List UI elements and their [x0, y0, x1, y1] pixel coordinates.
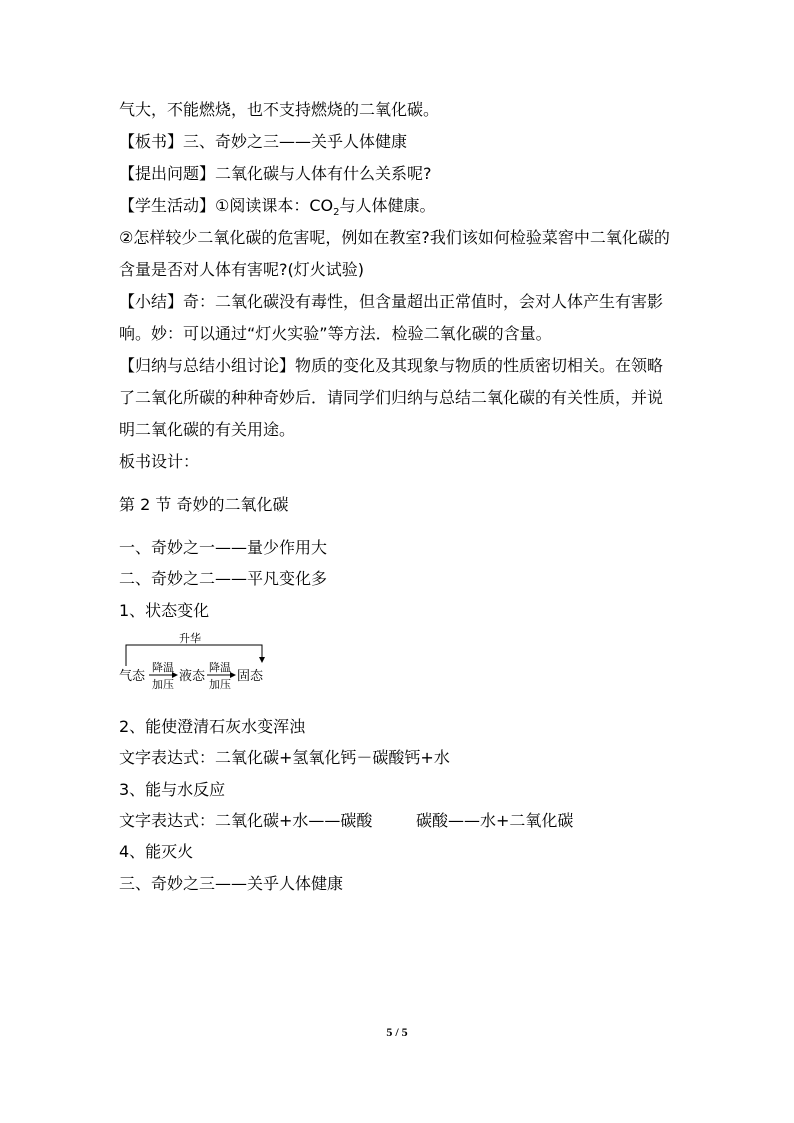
text-line: 了二氧化所碳的种种奇妙后．请同学们归纳与总结二氧化碳的有关性质，并说: [119, 388, 664, 407]
gas-state-label: 气态: [119, 669, 146, 684]
outline-item-1: 一、奇妙之一——量少作用大: [119, 538, 328, 557]
pressure-label-2: 加压: [209, 678, 231, 690]
text-line: 含量是否对人体有害呢?(灯火试验): [119, 260, 364, 279]
co2-subscript: 2: [333, 207, 340, 219]
sublimation-arrow: [126, 645, 262, 666]
equation-line-1: 文字表达式：二氧化碳+氢氧化钙－碳酸钙+水: [119, 748, 450, 767]
pressure-label-1: 加压: [152, 678, 174, 690]
outline-subitem-4: 4、能灭火: [119, 842, 194, 861]
student-activity-line: [119, 195, 436, 224]
outline-subitem-3: 3、能与水反应: [119, 780, 226, 799]
board-design-label: 板书设计：: [119, 452, 200, 471]
section-title: 第 2 节 奇妙的二氧化碳: [119, 495, 289, 514]
equation-reverse: 碳酸——水+二氧化碳: [416, 811, 574, 830]
summary-line: 【小结】奇：二氧化碳没有毒性，但含量超出正常值时，会对人体产生有害影: [119, 292, 664, 311]
outline-item-2: 二、奇妙之二——平凡变化多: [119, 569, 328, 588]
text-line: 气大，不能燃烧，也不支持燃烧的二氧化碳。: [119, 100, 440, 119]
outline-subitem-1: 1、状态变化: [119, 601, 210, 620]
state-change-diagram: [119, 628, 279, 690]
outline-item-3: 三、奇妙之三——关乎人体健康: [119, 874, 344, 893]
activity-text-tail: 与人体健康。: [339, 196, 436, 215]
question-line: 【提出问题】二氧化碳与人体有什么关系呢?: [119, 164, 432, 183]
sublimation-label: 升华: [179, 632, 201, 645]
discussion-line: 【归纳与总结小组讨论】物质的变化及其现象与物质的性质密切相关。在领略: [119, 356, 664, 375]
equation-line-2: [119, 810, 574, 832]
text-line: 响。妙：可以通过“灯火实验”等方法．检验二氧化碳的含量。: [119, 324, 552, 343]
solid-state-label: 固态: [237, 669, 264, 684]
liquid-state-label: 液态: [179, 669, 206, 684]
board-heading-3: 【板书】三、奇妙之三——关乎人体健康: [119, 132, 408, 151]
equation-forward: 文字表达式：二氧化碳+水——碳酸: [119, 811, 373, 830]
cooling-label-2: 降温: [209, 661, 231, 674]
page-number: 5 / 5: [386, 1025, 408, 1039]
activity-text: 【学生活动】①阅读课本：CO: [119, 196, 334, 215]
text-line: ②怎样较少二氧化碳的危害呢，例如在教室?我们该如何检验菜窖中二氧化碳的: [119, 228, 670, 247]
text-line: 明二氧化碳的有关用途。: [119, 420, 296, 439]
cooling-label-1: 降温: [152, 661, 174, 674]
outline-subitem-2: 2、能使澄清石灰水变浑浊: [119, 717, 306, 736]
